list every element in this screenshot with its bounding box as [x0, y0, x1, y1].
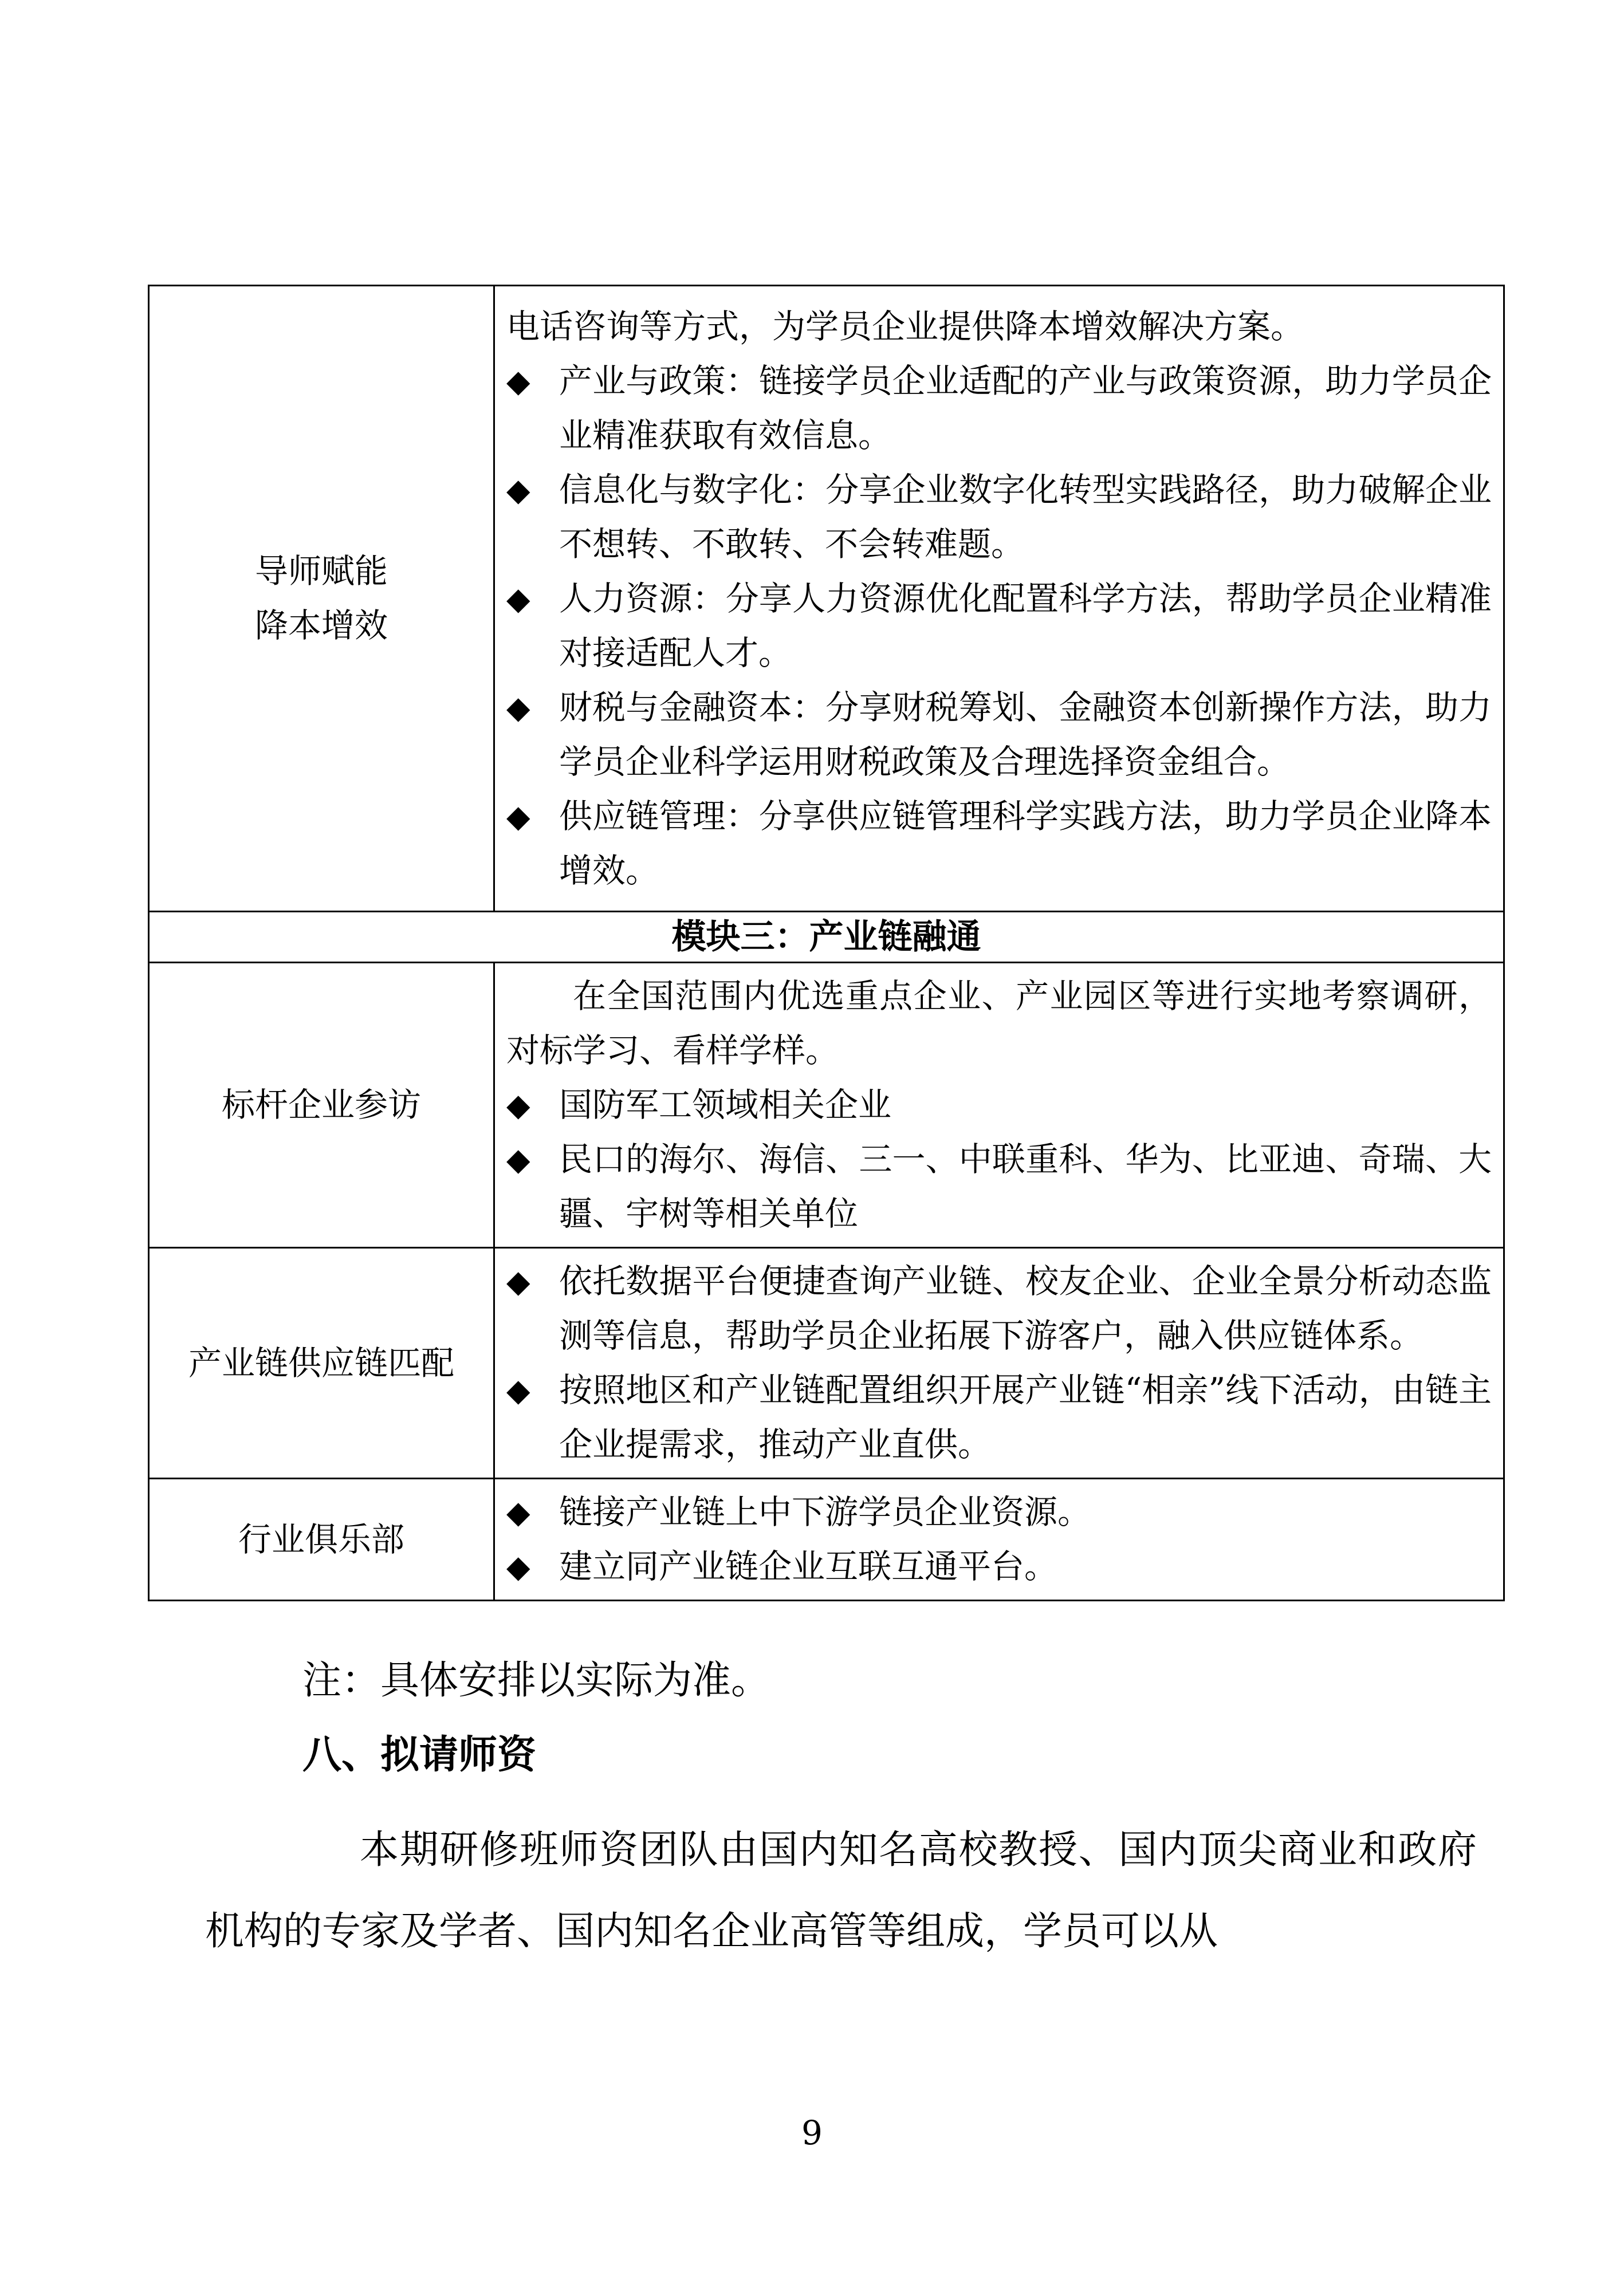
list-item [506, 1539, 1492, 1594]
diamond-bullet-icon: ◆ [506, 1263, 530, 1299]
list-item-text: 民口的海尔、海信、三一、中联重科、华为、比亚迪、奇瑞、大疆、宇树等相关单位 [559, 1140, 1492, 1233]
table-row [149, 286, 1504, 912]
diamond-bullet-icon: ◆ [506, 1372, 530, 1408]
list-item [506, 572, 1492, 680]
row-content-club [494, 1479, 1504, 1601]
list-item-text: 按照地区和产业链配置组织开展产业链“相亲”线下活动，由链主企业提需求，推动产业直供。 [559, 1370, 1492, 1464]
list-item [506, 354, 1492, 463]
diamond-bullet-icon: ◆ [506, 798, 530, 834]
row-label-mentor [149, 286, 494, 912]
table-row [149, 963, 1504, 1248]
list-item-text: 产业与政策：链接学员企业适配的产业与政策资源，助力学员企业精准获取有效信息。 [559, 361, 1492, 455]
row-label-line: 降本增效 [254, 606, 388, 645]
diamond-bullet-icon: ◆ [506, 1494, 530, 1530]
list-item-text: 人力资源：分享人力资源优化配置科学方法，帮助学员企业精准对接适配人才。 [559, 578, 1492, 672]
list-item-text: 建立同产业链企业互联互通平台。 [559, 1547, 1058, 1586]
diamond-bullet-icon: ◆ [506, 1549, 530, 1585]
row-lead-text: 在全国范围内优选重点企业、产业园区等进行实地考察调研，对标学习、看样学样。 [506, 976, 1492, 1070]
list-item [506, 789, 1492, 898]
row-label-visit: 标杆企业参访 [149, 963, 494, 1248]
section-paragraph: 本期研修班师资团队由国内知名高校教授、国内顶尖商业和政府机构的专家及学者、国内知名企业高管等组成，学员可以从 [205, 1828, 1477, 1954]
row-label-club: 行业俱乐部 [149, 1479, 494, 1601]
list-item [506, 680, 1492, 789]
table-row [149, 1248, 1504, 1479]
list-item-text: 依托数据平台便捷查询产业链、校友企业、企业全景分析动态监测等信息，帮助学员企业拓展下游客户，融入供应链体系。 [559, 1262, 1492, 1355]
list-item [506, 463, 1492, 572]
list-item-text: 财税与金融资本：分享财税筹划、金融资本创新操作方法，助力学员企业科学运用财税政策及合理选择资金组合。 [559, 687, 1492, 781]
row-content-visit [494, 963, 1504, 1248]
row-lead-text: 电话咨询等方式，为学员企业提供降本增效解决方案。 [506, 306, 1304, 346]
diamond-bullet-icon: ◆ [506, 471, 530, 508]
page-number: 9 [801, 2113, 823, 2152]
list-item [506, 1132, 1492, 1241]
diamond-bullet-icon: ◆ [506, 580, 530, 617]
list-item-text: 链接产业链上中下游学员企业资源。 [559, 1492, 1091, 1531]
table-row [149, 1479, 1504, 1601]
list-item [506, 1078, 1492, 1132]
list-item [506, 1485, 1492, 1539]
list-item [506, 1254, 1492, 1363]
diamond-bullet-icon: ◆ [506, 1141, 530, 1177]
module-header-row [149, 912, 1504, 963]
diamond-bullet-icon: ◆ [506, 1087, 530, 1123]
list-item-text: 信息化与数字化：分享企业数字化转型实践路径，助力破解企业不想转、不敢转、不会转难题。 [559, 470, 1492, 564]
diamond-bullet-icon: ◆ [506, 363, 530, 399]
row-content-supply-chain [494, 1248, 1504, 1479]
module-title: 模块三：产业链融通 [149, 912, 1504, 963]
list-item-text: 供应链管理：分享供应链管理科学实践方法，助力学员企业降本增效。 [559, 796, 1492, 890]
list-item-text: 国防军工领域相关企业 [559, 1085, 892, 1124]
diamond-bullet-icon: ◆ [506, 689, 530, 726]
section-heading: 八、拟请师资 [302, 1732, 537, 1778]
row-content-mentor [494, 286, 1504, 912]
curriculum-table [148, 285, 1505, 1601]
row-label-supply-chain: 产业链供应链匹配 [149, 1248, 494, 1479]
row-label-line: 导师赋能 [254, 552, 388, 590]
table-note: 注：具体安排以实际为准。 [302, 1658, 770, 1703]
list-item [506, 1363, 1492, 1472]
